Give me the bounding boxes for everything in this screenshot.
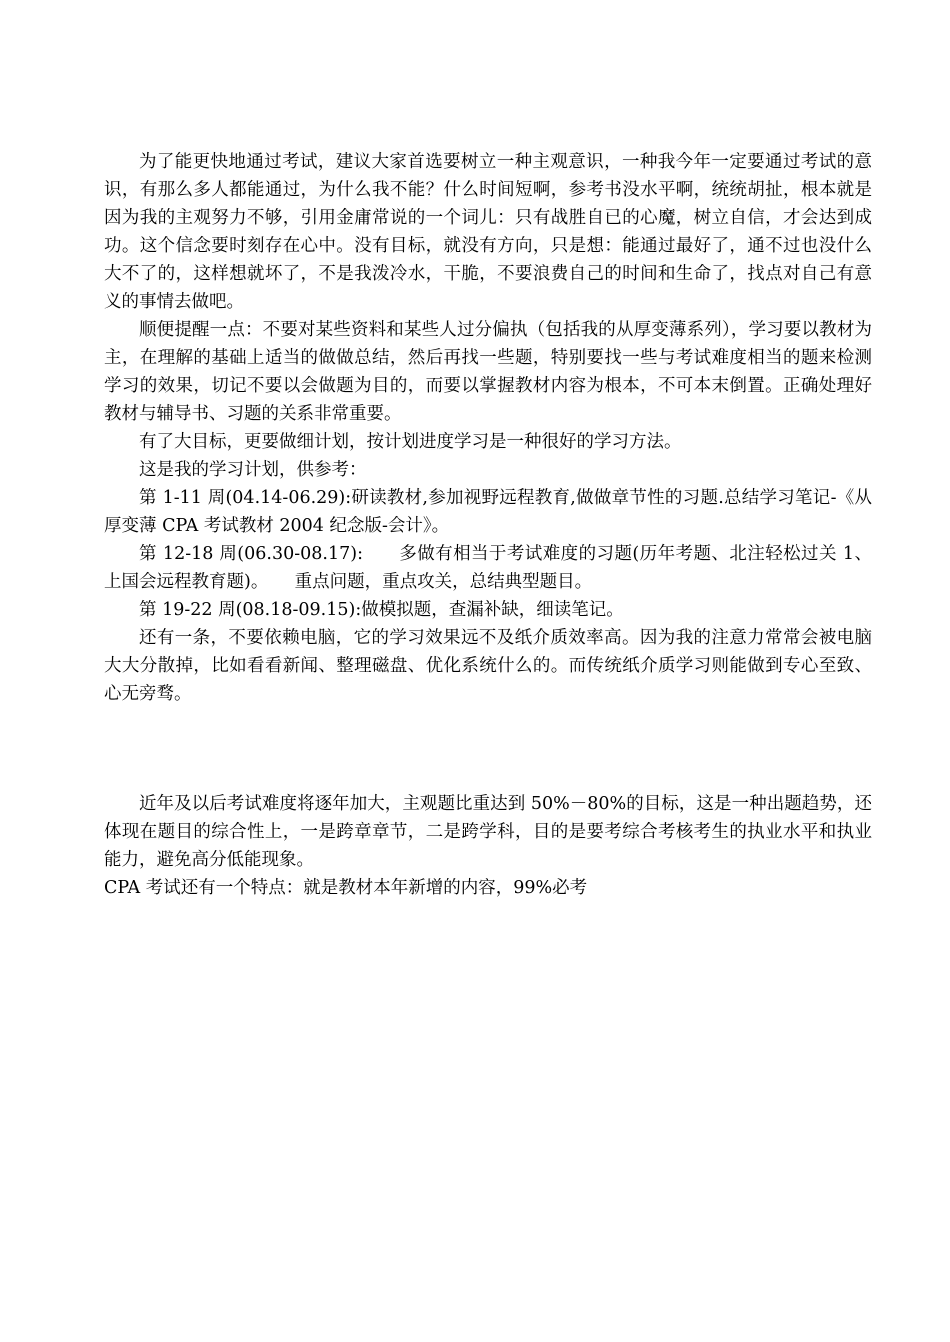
paragraph-reminder: 顺便提醒一点：不要对某些资料和某些人过分偏执（包括我的从厚变薄系列），学习要以教材为主，在理解的基础上适当的做做总结，然后再找一些题，特别要找一些与考试难度相当的题来检测学习的效果，切记不要以会做题为目的，而要以掌握教材内容为根本，不可本末倒置。正确处理好教材与辅导书、习题的关系非常重要。 <box>104 320 872 424</box>
paragraph-plan-heading: 这是我的学习计划，供参考： <box>139 460 367 480</box>
paragraph-computer-advice: 还有一条，不要依赖电脑，它的学习效果远不及纸介质效率高。因为我的注意力常常会被电脑大大分散掉，比如看看新闻、整理磁盘、优化系统什么的。而传统纸介质学习则能做到专心至致、心无旁骛。 <box>104 628 872 704</box>
paragraph-closing-line: CPA 考试还有一个特点：就是教材本年新增的内容，99%必考 <box>104 878 588 898</box>
paragraph-gap <box>104 708 872 790</box>
document-body <box>104 148 872 902</box>
paragraph-exam-trend: 近年及以后考试难度将逐年加大，主观题比重达到 50%－80%的目标，这是一种出题趋势，还体现在题目的综合性上，一是跨章章节，二是跨学科，目的是要考综合考核考生的执业水平和执业能力，避免高分低能现象。 <box>104 794 872 870</box>
paragraph-plan-intro: 有了大目标，更要做细计划，按计划进度学习是一种很好的学习方法。 <box>139 432 682 452</box>
paragraph-plan-week-12-18: 第 12-18 周(06.30-08.17): 多做有相当于考试难度的习题(历年考题、北注轻松过关 1、上国会远程教育题)。 重点问题，重点攻关，总结典型题目。 <box>104 544 872 592</box>
paragraph-goal-mindset: 为了能更快地通过考试，建议大家首选要树立一种主观意识，一种我今年一定要通过考试的意识，有那么多人都能通过，为什么我不能？什么时间短啊，参考书没水平啊，统统胡扯，根本就是因为我的主观努力不够，引用金庸常说的一个词儿：只有战胜自已的心魔，树立自信，才会达到成功。这个信念要时刻存在心中。没有目标，就没有方向，只是想：能通过最好了，通不过也没什么大不了的，这样想就坏了，不是我泼冷水，干脆，不要浪费自己的时间和生命了，找点对自己有意义的事情去做吧。 <box>104 152 872 312</box>
paragraph-plan-week-1-11: 第 1-11 周(04.14-06.29):研读教材,参加视野远程教育,做做章节性的习题.总结学习笔记-《从厚变薄 CPA 考试教材 2004 纪念版-会计》。 <box>104 488 872 536</box>
paragraph-plan-week-19-22: 第 19-22 周(08.18-09.15):做模拟题，查漏补缺，细读笔记。 <box>139 600 624 620</box>
